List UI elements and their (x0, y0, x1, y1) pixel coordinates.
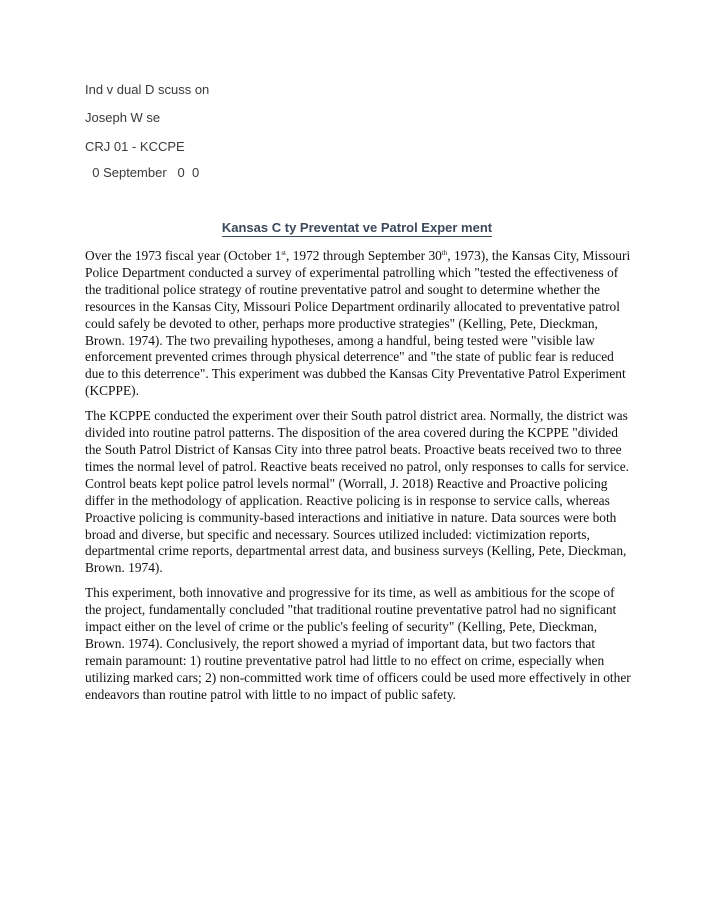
paragraph-3: This experiment, both innovative and progressive for its time, as well as ambitious for the scope of the project, fundamentally concluded "that traditional routine preventative patrol had no significant impact either on the level of crime or the public's feeling of security" (Kelling, Pete, Dieckman, Brown. 1974). Conclusively, the report showed a myriad of important data, but two factors that remain paramount: 1) routine preventative patrol had little to no effect on crime, especially when utilizing marked cars; 2) non-committed work time of officers could be used more effectively in other endeavors than routine patrol with little to no impact of public safety. (85, 585, 631, 702)
document-body (85, 248, 633, 712)
paragraph-1 (85, 248, 633, 400)
course-code: CRJ 01 - KCCPE (85, 139, 185, 154)
paragraph-1-part-1: Over the 1973 fiscal year (October 1 (85, 248, 282, 263)
paragraph-1-part-2: , 1972 through September 30 (286, 248, 442, 263)
paragraph-1-part-3: , 1973), the Kansas City, Missouri Police Department conducted a survey of experimental patrolling which "tested the effectiveness of the traditional police strategy of routine preventative patrol and sought to determine whether the resources in the Kansas City, Missouri Police Department ordinarily allocated to preventative patrol could safely be devoted to other, perhaps more productive strategies" (Kelling, Pete, Dieckman, Brown. 1974). The two prevailing hypotheses, among a handful, being tested were "visible law enforcement prevented crimes through physical deterrence" and "the state of public fear is reduced due to this deterrence". This experiment was dubbed the Kansas City Preventative Patrol Experiment (KCPPE). (85, 248, 631, 399)
ordinal-suffix-st: st (281, 249, 286, 257)
document-date: 0 September 0 0 (85, 165, 200, 180)
assignment-type: Ind v dual D scuss on (85, 82, 210, 97)
ordinal-suffix-th: th (441, 249, 448, 257)
document-title-wrapper (0, 219, 714, 237)
document-title: Kansas C ty Preventat ve Patrol Exper ment (221, 220, 493, 235)
author-name: Joseph W se (85, 110, 161, 125)
paragraph-2: The KCPPE conducted the experiment over their South patrol district area. Normally, the district was divided into routine patrol patterns. The disposition of the area covered during the KCPPE "divided the South Patrol District of Kansas City into three patrol beats. Proactive beats received two to three times the normal level of patrol. Reactive beats received no patrol, only responses to calls for service. Control beats kept police patrol levels normal" (Worrall, J. 2018) Reactive and Proactive policing differ in the methodology of application. Reactive policing is in response to service calls, whereas Proactive policing is community-based interactions and initiative in nature. Data sources were both broad and diverse, but specific and necessary. Sources utilized included: victimization reports, departmental crime reports, departmental arrest data, and business surveys (Kelling, Pete, Dieckman, Brown. 1974). (85, 408, 629, 576)
